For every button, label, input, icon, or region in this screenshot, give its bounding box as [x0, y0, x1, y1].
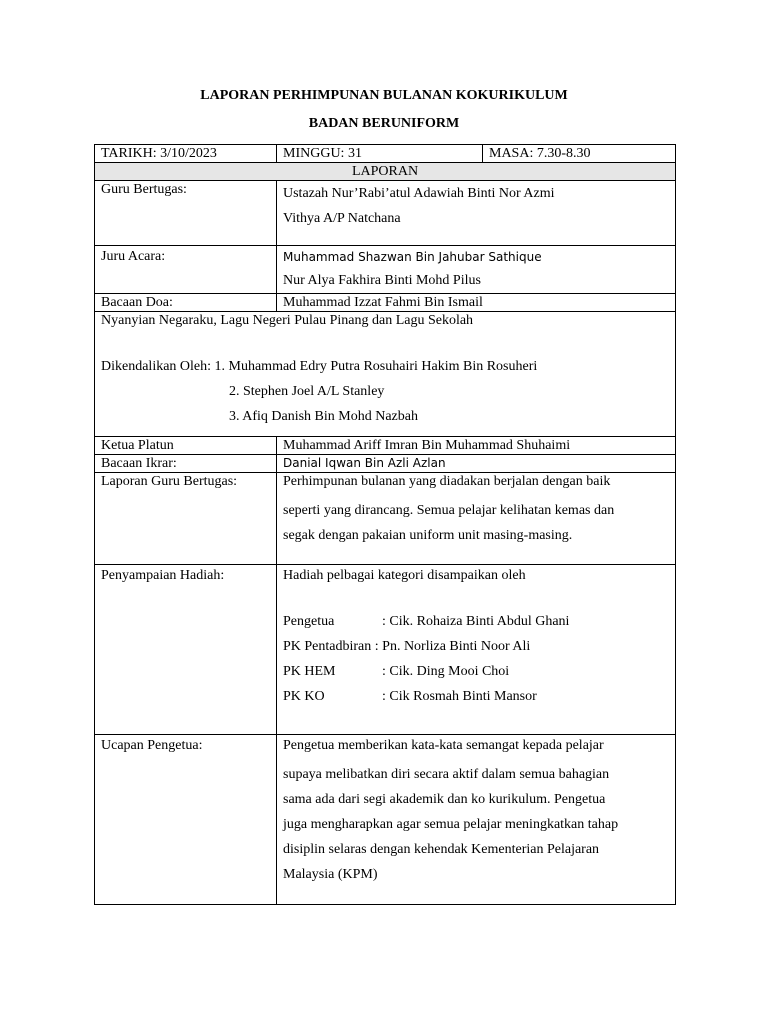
- ucapan-line: juga mengharapkan agar semua pelajar meningkatkan tahap: [283, 817, 619, 832]
- bacaan-doa-label: Bacaan Doa:: [95, 294, 277, 312]
- guru-name: Vithya A/P Natchana: [283, 211, 401, 226]
- ucapan-line: disiplin selaras dengan kehendak Kementerian Pelajaran: [283, 842, 600, 857]
- ucapan-line: supaya melibatkan diri secara aktif dalam semua bahagian: [283, 767, 610, 782]
- presenter-name: : Cik. Rohaiza Binti Abdul Ghani: [382, 614, 570, 629]
- ucapan-line: Pengetua memberikan kata-kata semangat kepada pelajar: [283, 738, 604, 753]
- laporan-guru-label: Laporan Guru Bertugas:: [95, 473, 277, 565]
- juru-acara-name: Muhammad Shazwan Bin Jahubar Sathique: [283, 250, 542, 264]
- laporan-line: segak dengan pakaian uniform unit masing-masing.: [283, 528, 573, 543]
- hadiah-label: Penyampaian Hadiah:: [95, 565, 277, 735]
- ketua-platun-name: Muhammad Ariff Imran Bin Muhammad Shuhaimi: [277, 437, 676, 455]
- presenter-row: [283, 609, 669, 634]
- presenter-role: PK HEM: [283, 664, 336, 679]
- controller-2: 2. Stephen Joel A/L Stanley: [229, 384, 385, 399]
- bacaan-doa-name: Muhammad Izzat Fahmi Bin Ismail: [277, 294, 676, 312]
- presenter-row: [283, 659, 669, 684]
- presenter-role: PK Pentadbiran: [283, 639, 372, 654]
- nyanyian-text: Nyanyian Negaraku, Lagu Negeri Pulau Pinang dan Lagu Sekolah: [101, 313, 474, 328]
- ucapan-text: [277, 735, 676, 905]
- minggu-cell: MINGGU: 31: [277, 145, 483, 163]
- hadiah-intro: Hadiah pelbagai kategori disampaikan oleh: [283, 568, 526, 583]
- guru-bertugas-names: [277, 181, 676, 246]
- bacaan-ikrar-label: Bacaan Ikrar:: [95, 455, 277, 473]
- report-table: [94, 144, 676, 905]
- guru-bertugas-label: Guru Bertugas:: [95, 181, 277, 246]
- masa-cell: MASA: 7.30-8.30: [483, 145, 676, 163]
- juru-acara-names: [277, 246, 676, 294]
- presenter-name: : Cik Rosmah Binti Mansor: [382, 689, 537, 704]
- presenter-role: PK KO: [283, 689, 325, 704]
- presenter-role: Pengetua: [283, 614, 335, 629]
- ucapan-line: sama ada dari segi akademik dan ko kurikulum. Pengetua: [283, 792, 606, 807]
- presenter-name: : Cik. Ding Mooi Choi: [382, 664, 510, 679]
- section-label: LAPORAN: [95, 163, 676, 181]
- nyanyian-cell: [95, 312, 676, 437]
- bacaan-ikrar-name: Danial Iqwan Bin Azli Azlan: [277, 455, 676, 473]
- ucapan-line: Malaysia (KPM): [283, 867, 378, 882]
- presenter-name: : Pn. Norliza Binti Noor Ali: [374, 639, 531, 654]
- guru-name: Ustazah Nur’Rabi’atul Adawiah Binti Nor Azmi: [283, 186, 555, 201]
- report-title: LAPORAN PERHIMPUNAN BULANAN KOKURIKULUM: [200, 88, 568, 103]
- juru-acara-label: Juru Acara:: [95, 246, 277, 294]
- controller-1: Dikendalikan Oleh: 1. Muhammad Edry Putra Rosuhairi Hakim Bin Rosuheri: [101, 359, 538, 374]
- juru-acara-name: Nur Alya Fakhira Binti Mohd Pilus: [283, 273, 481, 288]
- laporan-guru-text: [277, 473, 676, 565]
- ucapan-label: Ucapan Pengetua:: [95, 735, 277, 905]
- ketua-platun-label: Ketua Platun: [95, 437, 277, 455]
- presenter-row: [283, 634, 669, 659]
- report-subtitle: BADAN BERUNIFORM: [308, 116, 460, 131]
- tarikh-cell: TARIKH: 3/10/2023: [95, 145, 277, 163]
- presenter-row: [283, 684, 669, 709]
- laporan-line: Perhimpunan bulanan yang diadakan berjalan dengan baik: [283, 474, 611, 489]
- hadiah-text: [277, 565, 676, 735]
- laporan-line: seperti yang dirancang. Semua pelajar kelihatan kemas dan: [283, 503, 615, 518]
- controller-3: 3. Afiq Danish Bin Mohd Nazbah: [229, 409, 418, 424]
